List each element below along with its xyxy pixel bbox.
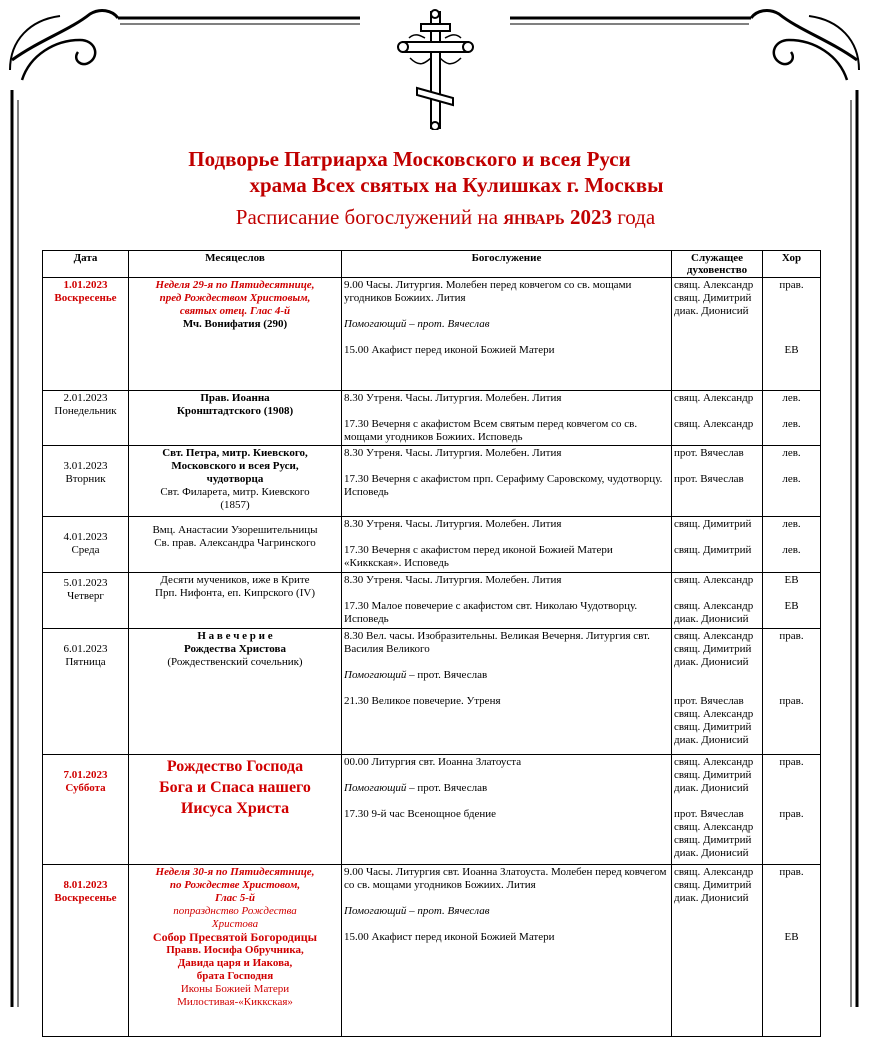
clergy-line: свящ. Александр	[674, 392, 754, 404]
subtitle-month: январь	[503, 205, 565, 229]
saints-line: Глас 5-й	[214, 892, 256, 904]
orthodox-cross-icon	[395, 8, 475, 130]
saints-cell	[129, 629, 342, 755]
choir-line: ЕВ	[784, 344, 799, 356]
saints-line: Правв. Иосифа Обручника,	[166, 944, 304, 956]
weekday: Понедельник	[54, 405, 117, 417]
saints-cell	[129, 865, 342, 1037]
service-line: 17.30 9-й час Всенощное бдение	[344, 808, 497, 820]
choir-line: ЕВ	[784, 931, 799, 943]
service-line: 17.30 Вечерня с акафистом перед иконой Божией Матери «Киккская». Исповедь	[344, 544, 613, 569]
saints-line: (1857)	[220, 499, 250, 511]
header-date: Дата	[43, 251, 129, 278]
saints-line: Десяти мучеников, иже в Крите	[160, 574, 310, 586]
assistant-name: – прот. Вячеслав	[409, 782, 488, 794]
clergy-line: свящ. Димитрий	[674, 292, 752, 304]
clergy-line: диак. Дионисий	[674, 892, 749, 904]
choir-cell	[763, 755, 821, 865]
date: 6.01.2023	[63, 643, 108, 655]
table-row	[43, 278, 821, 391]
date-cell	[43, 865, 129, 1037]
service-cell	[342, 517, 672, 573]
saints-line: по Рождестве Христовом,	[169, 879, 301, 891]
service-cell	[342, 391, 672, 446]
weekday: Среда	[71, 544, 100, 556]
service-line: 8.30 Утреня. Часы. Литургия. Молебен. Лития	[344, 392, 562, 404]
assistant-line: Помогающий – прот. Вячеслав	[344, 905, 490, 917]
saints-line: Свт. Филарета, митр. Киевского	[160, 486, 310, 498]
saints-cell	[129, 446, 342, 517]
saints-line: Н а в е ч е р и е	[197, 630, 273, 642]
clergy-cell	[672, 755, 763, 865]
title-line-1: Подворье Патриарха Московского и всея Руси	[188, 147, 631, 171]
clergy-cell	[672, 278, 763, 391]
date-cell	[43, 755, 129, 865]
table-row	[43, 446, 821, 517]
saints-cell	[129, 278, 342, 391]
clergy-cell	[672, 391, 763, 446]
clergy-line: прот. Вячеслав	[674, 695, 744, 707]
clergy-line: свящ. Александр	[674, 600, 754, 612]
table-row	[43, 391, 821, 446]
date: 8.01.2023	[63, 879, 108, 891]
saints-line: пред Рождеством Христовым,	[159, 292, 311, 304]
saints-line: Московского и всея Руси,	[171, 460, 299, 472]
weekday: Воскресенье	[54, 292, 117, 304]
clergy-line: диак. Дионисий	[674, 656, 749, 668]
schedule-table	[42, 250, 821, 1037]
saints-line: Иконы Божией Матери	[180, 983, 290, 995]
clergy-line: свящ. Александр	[674, 574, 754, 586]
service-line: 15.00 Акафист перед иконой Божией Матери	[344, 344, 555, 356]
service-cell	[342, 629, 672, 755]
saints-line: Собор Пресвятой Богородицы	[152, 930, 318, 944]
subtitle-year: 2023	[569, 205, 612, 229]
header-clergy: Служащее духовенство	[672, 251, 763, 278]
header-service: Богослужение	[342, 251, 672, 278]
clergy-line: свящ. Димитрий	[674, 544, 752, 556]
date-cell	[43, 278, 129, 391]
service-cell	[342, 755, 672, 865]
clergy-cell	[672, 446, 763, 517]
clergy-cell	[672, 629, 763, 755]
saints-line: Прп. Нифонта, еп. Кипрского (IV)	[155, 587, 315, 599]
service-cell	[342, 573, 672, 629]
clergy-line: свящ. Димитрий	[674, 879, 752, 891]
clergy-line: свящ. Димитрий	[674, 643, 752, 655]
date: 1.01.2023	[63, 279, 108, 291]
saints-line: попразднство Рождества	[173, 905, 297, 917]
clergy-cell	[672, 573, 763, 629]
saints-cell	[129, 573, 342, 629]
clergy-line: свящ. Димитрий	[674, 834, 752, 846]
service-line: 8.30 Утреня. Часы. Литургия. Молебен. Лития	[344, 574, 562, 586]
weekday: Пятница	[65, 656, 106, 668]
date: 4.01.2023	[63, 531, 108, 543]
service-line: 15.00 Акафист перед иконой Божией Матери	[344, 931, 555, 943]
saints-line: Неделя 29-я по Пятидесятнице,	[155, 279, 315, 291]
clergy-cell	[672, 517, 763, 573]
service-line: 9.00 Часы. Литургия. Молебен перед ковчегом со св. мощами угодников Божиих. Лития	[344, 279, 632, 304]
clergy-line: свящ. Димитрий	[674, 721, 752, 733]
saints-line: Кронштадтского (1908)	[176, 405, 294, 417]
choir-line: лев.	[782, 447, 801, 459]
choir-line: прав.	[779, 695, 804, 707]
saints-line: Прав. Иоанна	[200, 392, 270, 404]
choir-cell	[763, 629, 821, 755]
clergy-line: диак. Дионисий	[674, 305, 749, 317]
saints-line: Свт. Петра, митр. Киевского,	[162, 447, 308, 459]
choir-line: лев.	[782, 473, 801, 485]
weekday: Воскресенье	[54, 892, 117, 904]
saints-line: Рождество Господа	[166, 758, 304, 775]
assistant-label: Помогающий	[344, 782, 407, 794]
clergy-line: свящ. Александр	[674, 418, 754, 430]
service-line: 00.00 Литургия свт. Иоанна Златоуста	[344, 756, 522, 768]
choir-cell	[763, 573, 821, 629]
choir-cell	[763, 865, 821, 1037]
choir-line: ЕВ	[784, 574, 799, 586]
clergy-line: прот. Вячеслав	[674, 808, 744, 820]
header-calendar: Месяцеслов	[129, 251, 342, 278]
saints-line: (Рождественский сочельник)	[167, 656, 303, 668]
clergy-line: свящ. Александр	[674, 821, 754, 833]
choir-line: прав.	[779, 866, 804, 878]
saints-line: Мч. Вонифатия (290)	[182, 318, 288, 330]
choir-line: лев.	[782, 544, 801, 556]
saints-cell	[129, 755, 342, 865]
saints-line: Рождества Христова	[184, 643, 286, 655]
table-header-row	[43, 251, 821, 278]
clergy-line: диак. Дионисий	[674, 782, 749, 794]
clergy-line: диак. Дионисий	[674, 613, 749, 625]
date-cell	[43, 391, 129, 446]
choir-line: прав.	[779, 808, 804, 820]
clergy-line: свящ. Александр	[674, 630, 754, 642]
assistant-label: Помогающий	[344, 669, 407, 681]
choir-line: прав.	[779, 630, 804, 642]
choir-line: лев.	[782, 518, 801, 530]
service-line: 8.30 Вел. часы. Изобразительны. Великая Вечерня. Литургия свт. Василия Великого	[344, 630, 650, 655]
page-title	[0, 146, 869, 198]
subtitle-suffix: года	[617, 205, 656, 229]
service-line: 8.30 Утреня. Часы. Литургия. Молебен. Лития	[344, 447, 562, 459]
saints-line: святых отец. Глас 4-й	[179, 305, 291, 317]
clergy-line: свящ. Димитрий	[674, 769, 752, 781]
date: 3.01.2023	[63, 460, 108, 472]
saints-line: чудотворца	[206, 473, 264, 485]
choir-cell	[763, 278, 821, 391]
assistant-line: Помогающий – прот. Вячеслав	[344, 318, 490, 330]
header-choir: Хор	[763, 251, 821, 278]
weekday: Четверг	[67, 590, 104, 602]
clergy-line: свящ. Александр	[674, 866, 754, 878]
choir-line: прав.	[779, 279, 804, 291]
service-cell	[342, 278, 672, 391]
title-line-2: храма Всех святых на Кулишках г. Москвы	[249, 173, 664, 197]
choir-cell	[763, 446, 821, 517]
subtitle-prefix: Расписание богослужений на	[235, 205, 498, 229]
service-cell	[342, 865, 672, 1037]
table-row	[43, 865, 821, 1037]
date-cell	[43, 446, 129, 517]
clergy-line: свящ. Димитрий	[674, 518, 752, 530]
service-line: 21.30 Великое повечерие. Утреня	[344, 695, 501, 707]
assistant-name: – прот. Вячеслав	[409, 669, 488, 681]
clergy-line: прот. Вячеслав	[674, 447, 744, 459]
clergy-cell	[672, 865, 763, 1037]
service-line: 17.30 Малое повечерие с акафистом свт. Николаю Чудотворцу. Исповедь	[344, 600, 638, 625]
date-cell	[43, 573, 129, 629]
saints-line: Милостивая-«Киккская»	[177, 996, 293, 1008]
service-cell	[342, 446, 672, 517]
clergy-line: прот. Вячеслав	[674, 473, 744, 485]
choir-cell	[763, 517, 821, 573]
saints-line: брата Господня	[196, 970, 274, 982]
service-line: 17.30 Вечерня с акафистом прп. Серафиму Саровскому, чудотворцу. Исповедь	[344, 473, 663, 498]
date-cell	[43, 629, 129, 755]
clergy-line: свящ. Александр	[674, 708, 754, 720]
table-row	[43, 755, 821, 865]
saints-line: Бога и Спаса нашего	[159, 779, 311, 796]
clergy-line: свящ. Александр	[674, 279, 754, 291]
choir-line: ЕВ	[784, 600, 799, 612]
choir-cell	[763, 391, 821, 446]
clergy-line: диак. Дионисий	[674, 734, 749, 746]
clergy-line: диак. Дионисий	[674, 847, 749, 859]
table-row	[43, 517, 821, 573]
service-line: 9.00 Часы. Литургия свт. Иоанна Златоуста. Молебен перед ковчегом со св. мощами угодников Божиих. Лития	[344, 866, 667, 891]
table-row	[43, 629, 821, 755]
saints-line: Давида царя и Иакова,	[177, 957, 293, 969]
choir-line: лев.	[782, 418, 801, 430]
date: 2.01.2023	[63, 392, 108, 404]
clergy-line: свящ. Александр	[674, 756, 754, 768]
saints-line: Вмц. Анастасии Узорешительницы	[152, 524, 318, 536]
choir-line: лев.	[782, 392, 801, 404]
saints-line: Христова	[211, 918, 259, 930]
service-line: 8.30 Утреня. Часы. Литургия. Молебен. Лития	[344, 518, 562, 530]
date: 5.01.2023	[63, 577, 108, 589]
saints-line: Неделя 30-я по Пятидесятнице,	[155, 866, 315, 878]
weekday: Вторник	[65, 473, 106, 485]
choir-line: прав.	[779, 756, 804, 768]
date-cell	[43, 517, 129, 573]
table-row	[43, 573, 821, 629]
saints-line: Иисуса Христа	[180, 800, 290, 817]
service-line: 17.30 Вечерня с акафистом Всем святым перед ковчегом со св. мощами угодников Божиих. Исповедь	[344, 418, 638, 443]
saints-cell	[129, 517, 342, 573]
schedule-subtitle	[0, 205, 869, 230]
saints-cell	[129, 391, 342, 446]
date: 7.01.2023	[63, 769, 108, 781]
saints-line: Св. прав. Александра Чагринского	[154, 537, 316, 549]
weekday: Суббота	[65, 782, 106, 794]
